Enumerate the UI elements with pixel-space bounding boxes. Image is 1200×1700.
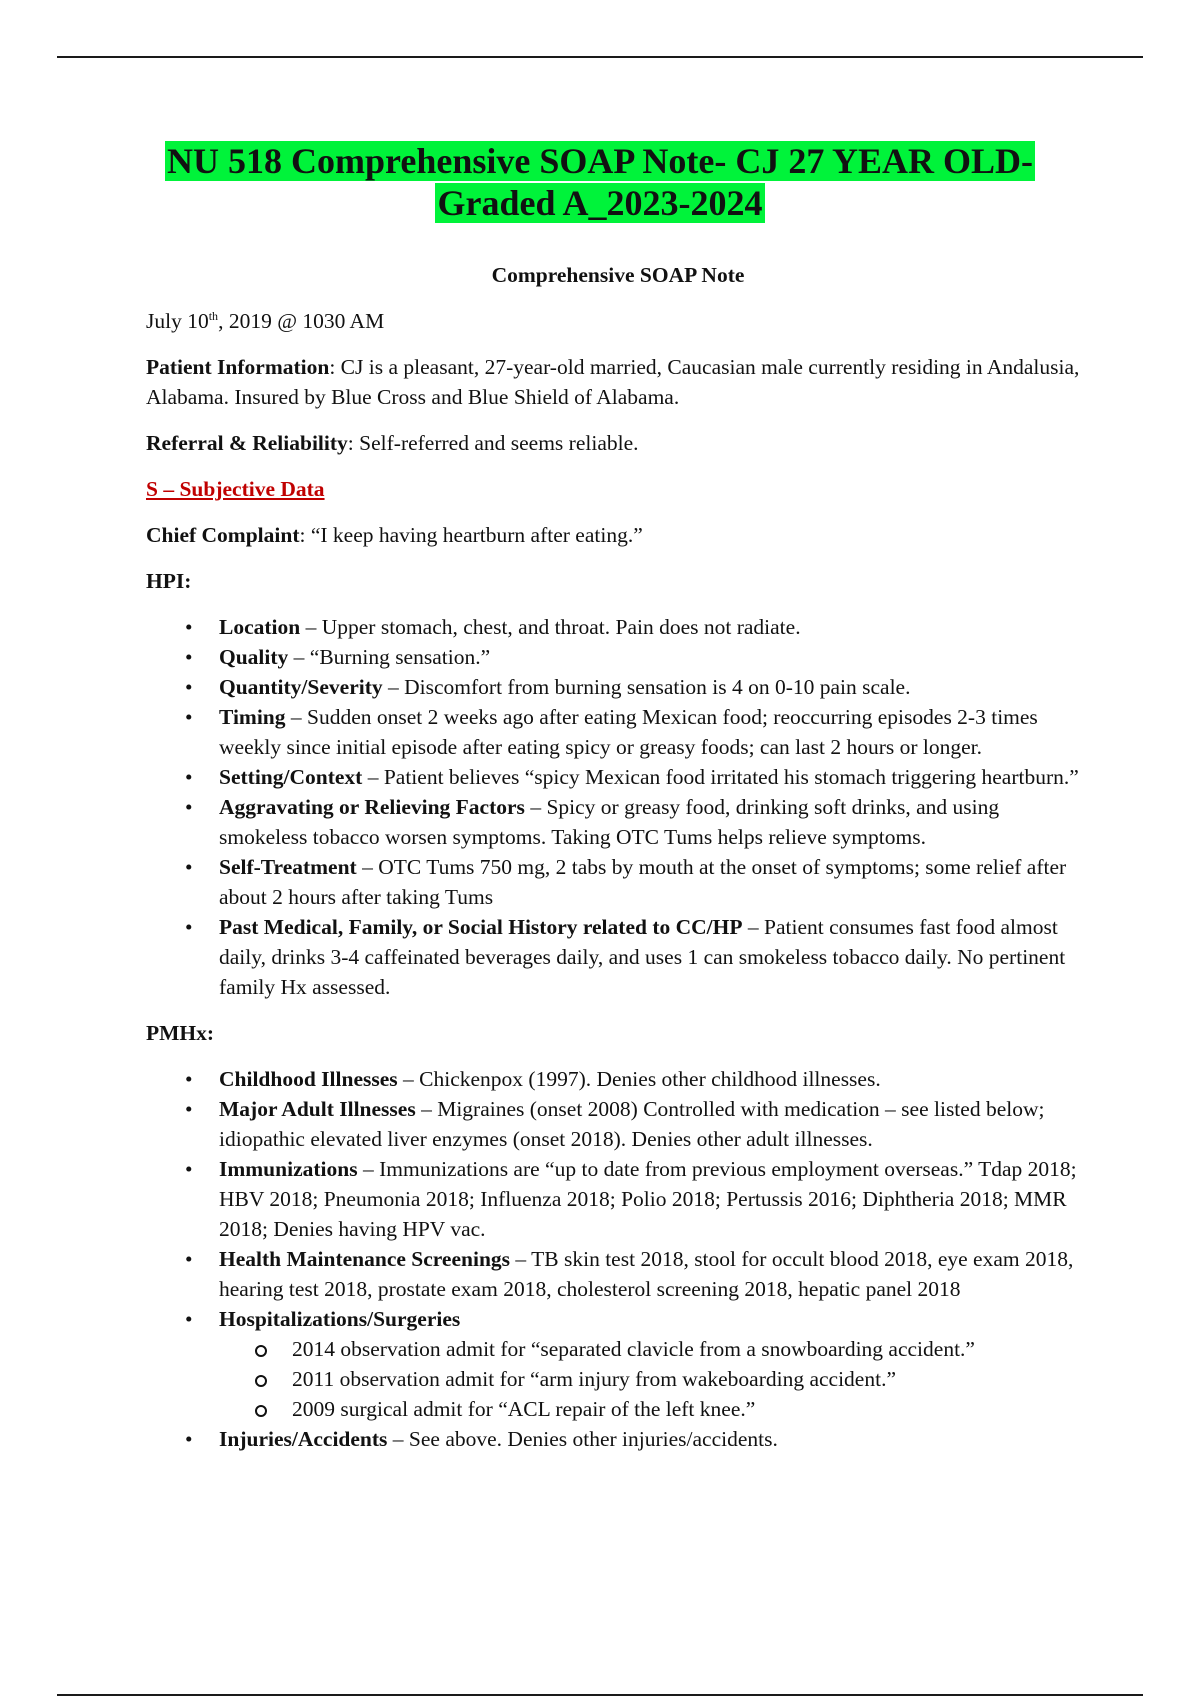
date-suffix: , 2019 @ 1030 AM: [218, 309, 385, 333]
list-item: [146, 702, 1090, 762]
item-label: Timing: [219, 705, 286, 729]
list-item: [146, 1424, 1090, 1454]
bullet-icon: •: [185, 615, 193, 639]
item-text: – Chickenpox (1997). Denies other childhood illnesses.: [397, 1067, 881, 1091]
item-label: Aggravating or Relieving Factors: [219, 795, 525, 819]
referral-text: : Self-referred and seems reliable.: [347, 431, 639, 455]
bullet-icon: •: [185, 1307, 193, 1331]
item-label: Self-Treatment: [219, 855, 357, 879]
circle-bullet-icon: [255, 1405, 267, 1417]
list-item: [146, 1154, 1090, 1244]
subjective-data-heading: S – Subjective Data: [146, 477, 325, 501]
list-item: [146, 1304, 1090, 1424]
item-label: Location: [219, 615, 301, 639]
date-ordinal: th: [208, 308, 219, 323]
bullet-icon: •: [185, 795, 193, 819]
circle-bullet-icon: [255, 1345, 267, 1357]
bullet-icon: •: [185, 645, 193, 669]
top-rule: [57, 56, 1143, 58]
circle-bullet-icon: [255, 1375, 267, 1387]
item-text: – See above. Denies other injuries/accidents.: [387, 1427, 778, 1451]
pmhx-list: [146, 1064, 1090, 1454]
bullet-icon: •: [185, 1067, 193, 1091]
chief-complaint-text: : “I keep having heartburn after eating.”: [299, 523, 643, 547]
list-item: [146, 1064, 1090, 1094]
chief-complaint: [146, 520, 1090, 550]
bullet-icon: •: [185, 1097, 193, 1121]
patient-information: [146, 352, 1090, 412]
item-label: Hospitalizations/Surgeries: [219, 1307, 461, 1331]
item-text: – Migraines (onset 2008) Controlled with medication – see listed below; idiopathic elevated liver enzymes (onset 2018). Denies other adult illnesses.: [219, 1097, 1045, 1151]
bottom-rule: [57, 1694, 1143, 1696]
item-text: – Patient believes “spicy Mexican food irritated his stomach triggering heartburn.”: [362, 765, 1079, 789]
list-item: [146, 642, 1090, 672]
date-prefix: July 10: [146, 309, 209, 333]
list-item: [146, 852, 1090, 912]
bullet-icon: •: [185, 705, 193, 729]
list-item: [146, 612, 1090, 642]
item-text: – Sudden onset 2 weeks ago after eating Mexican food; reoccurring episodes 2-3 times weekly since initial episode after eating spicy or greasy foods; can last 2 hours or longer.: [219, 705, 1038, 759]
hospitalizations-sublist: [219, 1334, 1090, 1424]
bullet-icon: •: [185, 915, 193, 939]
item-label: Major Adult Illnesses: [219, 1097, 416, 1121]
document-body: [146, 260, 1090, 1470]
hpi-list: [146, 612, 1090, 1002]
sub-item-text: 2011 observation admit for “arm injury from wakeboarding accident.”: [292, 1367, 896, 1391]
list-item: [146, 1244, 1090, 1304]
sub-list-item: [219, 1364, 1090, 1394]
chief-complaint-label: Chief Complaint: [146, 523, 300, 547]
item-label: Childhood Illnesses: [219, 1067, 398, 1091]
item-label: Injuries/Accidents: [219, 1427, 388, 1451]
hpi-heading: HPI:: [146, 569, 192, 593]
document-title: [100, 140, 1100, 224]
item-text: – Patient consumes fast food almost daily, drinks 3-4 caffeinated beverages daily, and uses 1 can smokeless tobacco daily. No pertinent family Hx assessed.: [219, 915, 1066, 999]
title-line-1: NU 518 Comprehensive SOAP Note- CJ 27 YEAR OLD-: [167, 141, 1033, 181]
list-item: [146, 672, 1090, 702]
patient-information-text: : CJ is a pleasant, 27-year-old married, Caucasian male currently residing in Andalusia, Alabama. Insured by Blue Cross and Blue Shield of Alabama.: [146, 355, 1080, 409]
bullet-icon: •: [185, 675, 193, 699]
patient-information-label: Patient Information: [146, 355, 330, 379]
item-text: – OTC Tums 750 mg, 2 tabs by mouth at the onset of symptoms; some relief after about 2 hours after taking Tums: [219, 855, 1067, 909]
list-item: [146, 762, 1090, 792]
note-subtitle: Comprehensive SOAP Note: [491, 263, 745, 287]
item-text: – Spicy or greasy food, drinking soft drinks, and using smokeless tobacco worsen symptoms. Taking OTC Tums helps relieve symptoms.: [219, 795, 1000, 849]
item-text: – TB skin test 2018, stool for occult blood 2018, eye exam 2018, hearing test 2018, prostate exam 2018, cholesterol screening 2018, hepatic panel 2018: [219, 1247, 1074, 1301]
sub-list-item: [219, 1334, 1090, 1364]
item-text: – Discomfort from burning sensation is 4 on 0-10 pain scale.: [382, 675, 911, 699]
title-line-2: Graded A_2023-2024: [437, 183, 763, 223]
item-label: Setting/Context: [219, 765, 363, 789]
referral-reliability: [146, 428, 1090, 458]
referral-label: Referral & Reliability: [146, 431, 348, 455]
list-item: [146, 792, 1090, 852]
list-item: [146, 1094, 1090, 1154]
pmhx-heading: PMHx:: [146, 1021, 215, 1045]
bullet-icon: •: [185, 1157, 193, 1181]
item-text: – “Burning sensation.”: [288, 645, 491, 669]
item-label: Immunizations: [219, 1157, 358, 1181]
item-text: – Immunizations are “up to date from previous employment overseas.” Tdap 2018; HBV 2018; Pneumonia 2018; Influenza 2018; Polio 2018; Pertussis 2016; Diphtheria 2018; MMR 2018; Denies having HPV vac.: [219, 1157, 1077, 1241]
bullet-icon: •: [185, 1247, 193, 1271]
list-item: [146, 912, 1090, 1002]
note-date: [146, 306, 1090, 336]
sub-list-item: [219, 1394, 1090, 1424]
bullet-icon: •: [185, 1427, 193, 1451]
item-label: Quantity/Severity: [219, 675, 383, 699]
item-label: Health Maintenance Screenings: [219, 1247, 511, 1271]
item-label: Past Medical, Family, or Social History related to CC/HP: [219, 915, 743, 939]
item-text: – Upper stomach, chest, and throat. Pain does not radiate.: [300, 615, 801, 639]
bullet-icon: •: [185, 855, 193, 879]
sub-item-text: 2014 observation admit for “separated clavicle from a snowboarding accident.”: [292, 1337, 975, 1361]
item-label: Quality: [219, 645, 289, 669]
sub-item-text: 2009 surgical admit for “ACL repair of the left knee.”: [292, 1397, 756, 1421]
bullet-icon: •: [185, 765, 193, 789]
